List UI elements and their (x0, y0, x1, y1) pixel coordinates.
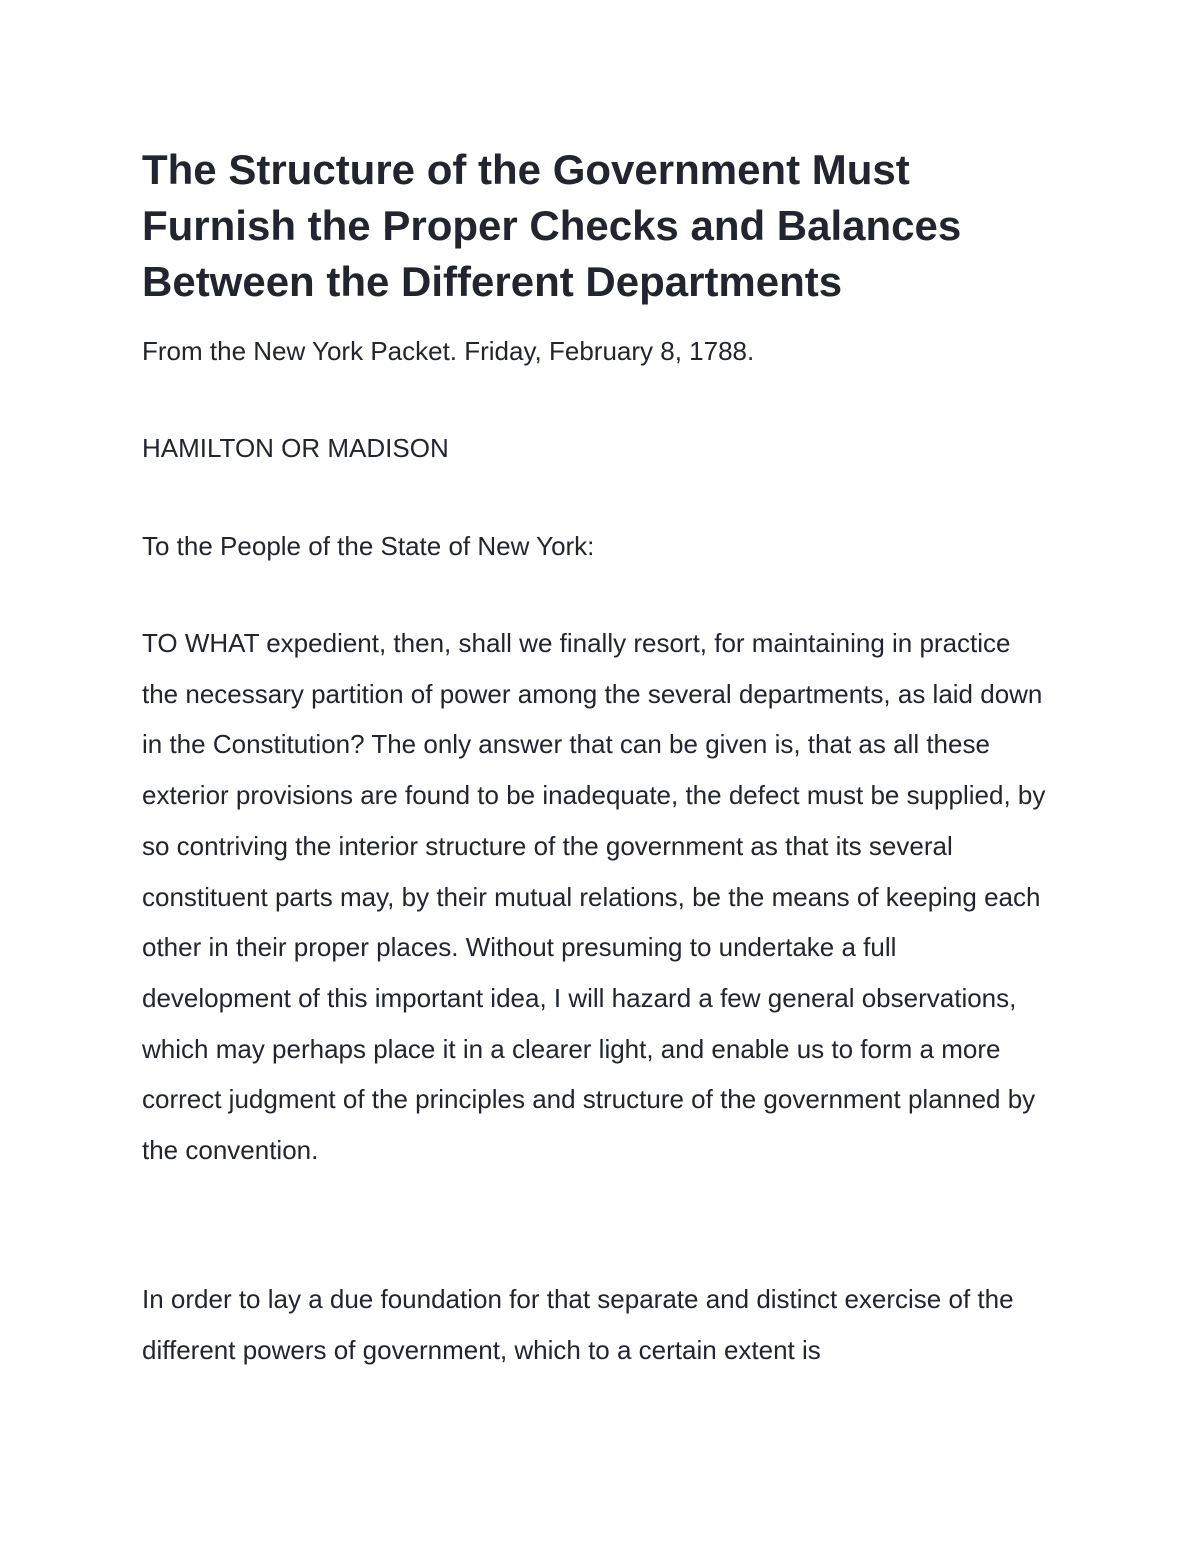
body-paragraph: TO WHAT expedient, then, shall we finally resort, for maintaining in practice the necessary partition of power among the several departments, as laid down in the Constitution? The only answer that can be given is, that as all these exterior provisions are found to be inadequate, the defect must be supplied, by so contriving the interior structure of the government as that its several constituent parts may, by their mutual relations, be the means of keeping each other in their proper places. Without presuming to undertake a full development of this important idea, I will hazard a few general observations, which may perhaps place it in a clearer light, and enable us to form a more correct judgment of the principles and structure of the government planned by the convention. (142, 628, 1046, 1166)
document-title: The Structure of the Government Must Furnish the Proper Checks and Balances Between the Different Departments (142, 146, 962, 305)
dateline: From the New York Packet. Friday, February 8, 1788. (142, 336, 755, 366)
author-line: HAMILTON OR MADISON (142, 433, 449, 463)
body-paragraph: In order to lay a due foundation for that separate and distinct exercise of the different powers of government, which to a certain extent is (142, 1284, 1014, 1365)
salutation: To the People of the State of New York: (142, 531, 595, 561)
